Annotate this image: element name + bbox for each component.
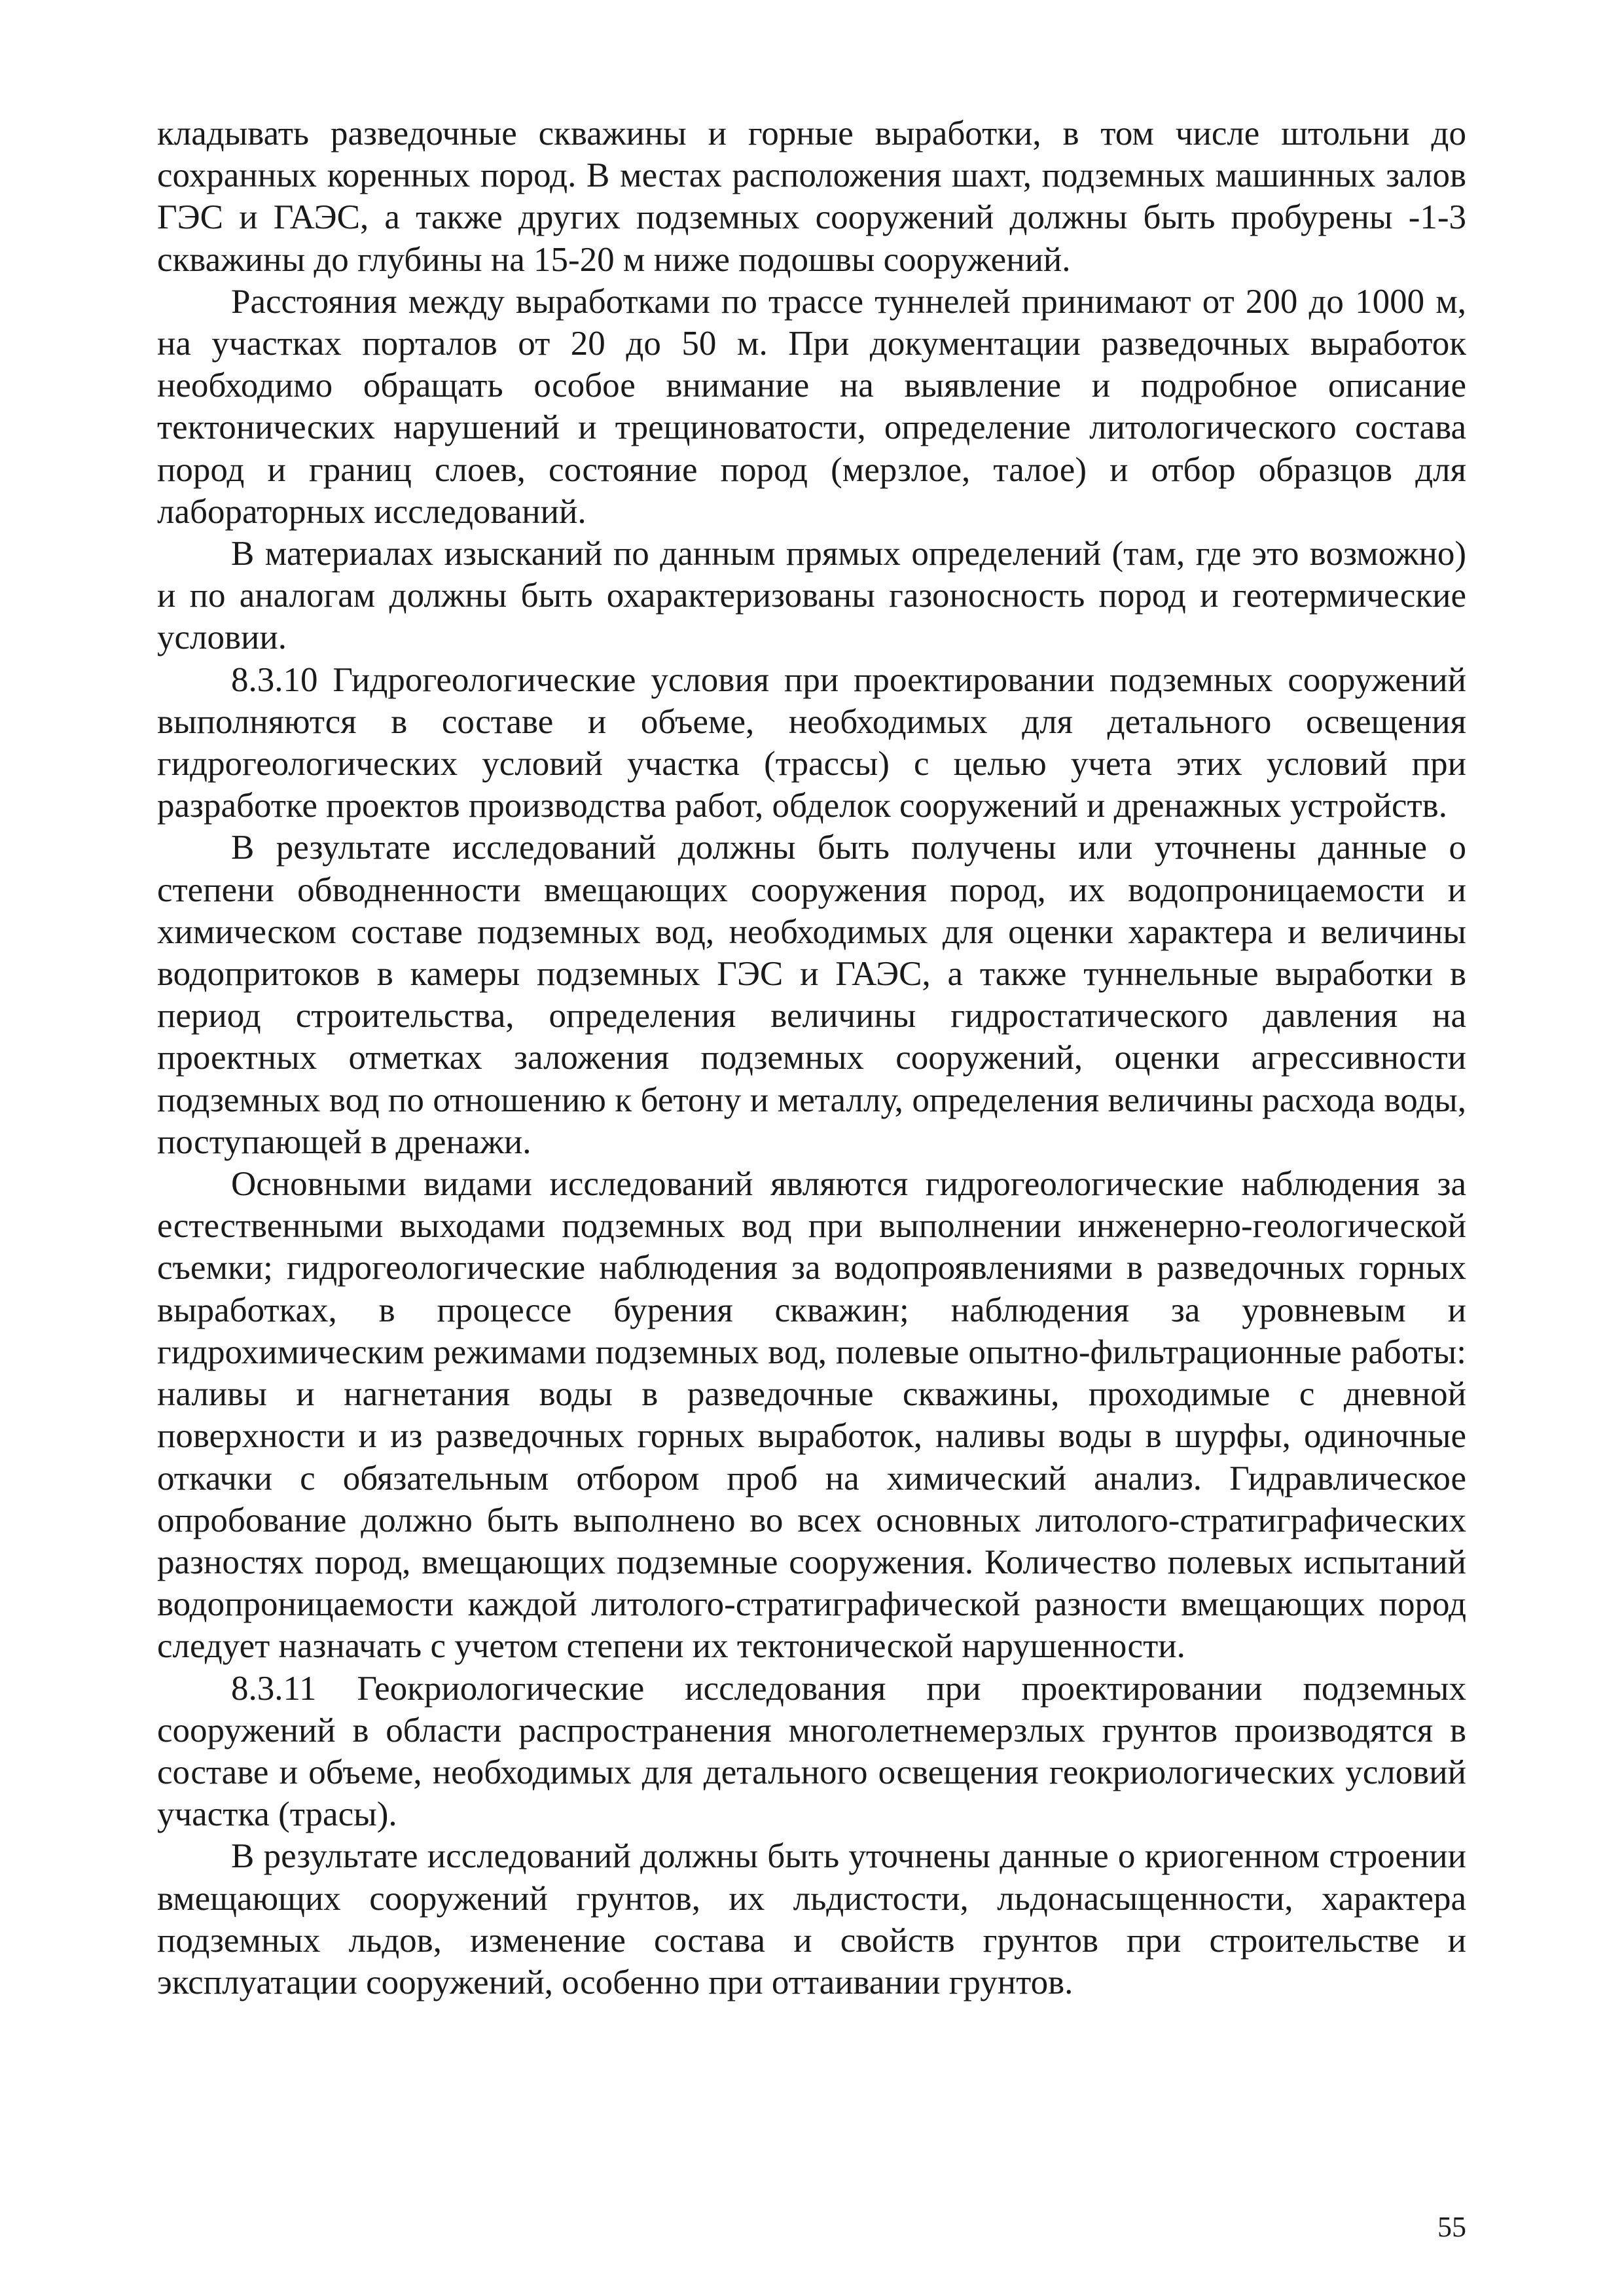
paragraph-section-8-3-11: 8.3.11 Геокриологические исследования при проектировании подземных сооружений в области распространения многолетнемерзлых грунтов производятся в составе и объеме, необходимых для детального освещения геокриологических условий участка (трасы).	[157, 1669, 1466, 1834]
paragraph-continuation: кладывать разведочные скважины и горные выработки, в том числе штольни до сохранных коренных пород. В местах расположения шахт, подземных машинных залов ГЭС и ГАЭС, а также других подземных сооружений должны быть пробурены -1-3 скважины до глубины на 15-20 м ниже подошвы сооружений.	[157, 115, 1466, 279]
paragraph-section-8-3-10: 8.3.10 Гидрогеологические условия при проектировании подземных сооружений выполняются в составе и объеме, необходимых для детального освещения гидрогеологических условий участка (трассы) с целью учета этих условий при разработке проектов производства работ, обделок сооружений и дренажных устройств.	[157, 660, 1466, 825]
body-text	[157, 113, 1466, 2003]
paragraph-distances: Расстояния между выработками по трассе туннелей принимают от 200 до 1000 м, на участках порталов от 20 до 50 м. При документации разведочных выработок необходимо обращать особое внимание на выявление и подробное описание тектонических нарушений и трещиноватости, определение литологического состава пород и границ слоев, состояние пород (мерзлое, талое) и отбор образцов для лабораторных исследований.	[157, 282, 1466, 531]
paragraph-research-types: Основными видами исследований являются гидрогеологические наблюдения за естественными выходами подземных вод при выполнении инженерно-геологической съемки; гидрогеологические наблюдения за водопроявлениями в разведочных горных выработках, в процессе бурения скважин; наблюдения за уровневым и гидрохимическим режимами подземных вод, полевые опытно-фильтрационные работы: наливы и нагнетания воды в разведочные скважины, проходимые с дневной поверхности и из разведочных горных выработок, наливы воды в шурфы, одиночные откачки с обязательным отбором проб на химический анализ. Гидравлическое опробование должно быть выполнено во всех основных литолого-стратиграфических разностях пород, вмещающих подземные сооружения. Количество полевых испытаний водопроницаемости каждой литолого-стратиграфической разности вмещающих пород следует назначать с учетом степени их тектонической нарушенности.	[157, 1165, 1466, 1666]
paragraph-research-results: В результате исследований должны быть получены или уточнены данные о степени обводненности вмещающих сооружения пород, их водопроницаемости и химическом составе подземных вод, необходимых для оценки характера и величины водопритоков в камеры подземных ГЭС и ГАЭС, а также туннельные выработки в период строительства, определения величины гидростатического давления на проектных отметках заложения подземных сооружений, оценки агрессивности подземных вод по отношению к бетону и металлу, определения величины расхода воды, поступающей в дренажи.	[157, 829, 1466, 1161]
paragraph-gas-geothermal: В материалах изысканий по данным прямых определений (там, где это возможно) и по аналогам должны быть охарактеризованы газоносность пород и геотермические условии.	[157, 535, 1466, 657]
paragraph-cryogenic-results: В результате исследований должны быть уточнены данные о криогенном строении вмещающих сооружений грунтов, их льдистости, льдонасыщенности, характера подземных льдов, изменение состава и свойств грунтов при строительстве и эксплуатации сооружений, особенно при оттаивании грунтов.	[157, 1837, 1466, 2001]
page-number: 55	[1437, 2211, 1466, 2243]
